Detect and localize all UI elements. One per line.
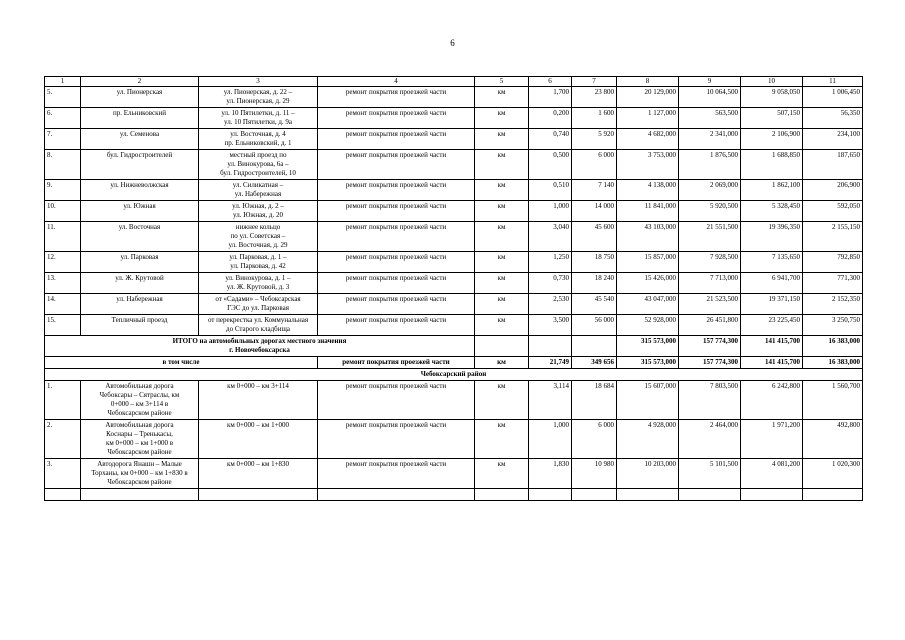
area: 6 000 — [572, 420, 617, 459]
length: 1,000 — [529, 420, 572, 459]
road-name: Тепличный проезд — [81, 315, 199, 336]
road-repair-table — [44, 76, 863, 501]
work-type: ремонт покрытия проезжей части — [318, 201, 475, 222]
total-cost: 4 928,000 — [617, 420, 679, 459]
row-number: 5. — [45, 87, 81, 108]
table-row — [45, 459, 863, 489]
column-number-row — [45, 77, 863, 87]
area: 349 656 — [572, 357, 617, 369]
empty-cell — [572, 336, 617, 357]
cost-col-10: 5 328,450 — [741, 201, 803, 222]
road-section: ул. Винокурова, д. 1 – ул. Ж. Крутовой, д. 3 — [199, 273, 318, 294]
road-name: ул. Набережная — [81, 294, 199, 315]
work-type: ремонт покрытия проезжей части — [318, 222, 475, 252]
empty-cell — [475, 336, 529, 357]
including-label: в том числе — [45, 357, 318, 369]
table-row — [45, 201, 863, 222]
road-name: пр. Ельниковский — [81, 108, 199, 129]
road-name: Автодорога Янашн – Малые Торханы, км 0+000 – км 1+830 в Чебоксарском районе — [81, 459, 199, 489]
total-cost: 15 857,000 — [617, 252, 679, 273]
road-section: от перекрестка ул. Коммунальная до Старого кладбища — [199, 315, 318, 336]
total-cost: 4 682,000 — [617, 129, 679, 150]
area: 18 684 — [572, 381, 617, 420]
length: 3,040 — [529, 222, 572, 252]
cost-col-9: 7 713,000 — [679, 273, 741, 294]
cost-col-10: 1 688,850 — [741, 150, 803, 180]
area: 56 000 — [572, 315, 617, 336]
col-num: 7 — [572, 77, 617, 87]
length: 2,530 — [529, 294, 572, 315]
total-cost: 15 607,000 — [617, 381, 679, 420]
cost-col-11: 16 383,000 — [803, 357, 863, 369]
area: 6 000 — [572, 150, 617, 180]
table-row — [45, 381, 863, 420]
road-section: от «Садами» – Чебоксарская ГЭС до ул. Парковая — [199, 294, 318, 315]
cost-col-10: 23 225,450 — [741, 315, 803, 336]
cost-col-11: 1 560,700 — [803, 381, 863, 420]
cost-col-10: 19 371,150 — [741, 294, 803, 315]
work-type: ремонт покрытия проезжей части — [318, 294, 475, 315]
cost-col-11: 3 250,750 — [803, 315, 863, 336]
empty-cell — [199, 489, 318, 501]
length: 0,500 — [529, 150, 572, 180]
cost-col-11: 2 152,350 — [803, 294, 863, 315]
area: 23 800 — [572, 87, 617, 108]
col-num: 9 — [679, 77, 741, 87]
unit: км — [475, 129, 529, 150]
length: 1,830 — [529, 459, 572, 489]
cost-col-9: 10 064,500 — [679, 87, 741, 108]
row-number: 9. — [45, 180, 81, 201]
col-num: 11 — [803, 77, 863, 87]
table-row — [45, 273, 863, 294]
work-type: ремонт покрытия проезжей части — [318, 150, 475, 180]
cost-col-11: 771,300 — [803, 273, 863, 294]
row-number: 2. — [45, 420, 81, 459]
area: 10 980 — [572, 459, 617, 489]
road-section: ул. Силикатная – ул. Набережная — [199, 180, 318, 201]
cost-col-11: 1 020,300 — [803, 459, 863, 489]
road-name: бул. Гидростроителей — [81, 150, 199, 180]
work-type: ремонт покрытия проезжей части — [318, 129, 475, 150]
table-row — [45, 129, 863, 150]
total-cost: 315 573,000 — [617, 336, 679, 357]
work-type: ремонт покрытия проезжей части — [318, 381, 475, 420]
total-cost: 20 129,000 — [617, 87, 679, 108]
col-num: 2 — [81, 77, 199, 87]
row-number: 8. — [45, 150, 81, 180]
cost-col-11: 187,650 — [803, 150, 863, 180]
cost-col-10: 141 415,700 — [741, 336, 803, 357]
table-row — [45, 315, 863, 336]
cost-col-9: 21 523,500 — [679, 294, 741, 315]
row-number: 6. — [45, 108, 81, 129]
unit: км — [475, 459, 529, 489]
table-row — [45, 420, 863, 459]
page-number: 6 — [450, 38, 455, 48]
row-number: 7. — [45, 129, 81, 150]
length: 21,749 — [529, 357, 572, 369]
cost-col-9: 157 774,300 — [679, 336, 741, 357]
district-title: Чебоксарский район — [45, 369, 863, 381]
road-name: ул. Южная — [81, 201, 199, 222]
cost-col-11: 792,850 — [803, 252, 863, 273]
including-row — [45, 357, 863, 369]
row-number: 15. — [45, 315, 81, 336]
cost-col-9: 7 928,500 — [679, 252, 741, 273]
road-section: ул. Южная, д. 2 – ул. Южная, д. 20 — [199, 201, 318, 222]
area: 45 540 — [572, 294, 617, 315]
empty-cell — [475, 489, 529, 501]
table-row — [45, 108, 863, 129]
empty-cell — [617, 489, 679, 501]
empty-cell — [679, 489, 741, 501]
road-section: км 0+000 – км 1+000 — [199, 420, 318, 459]
length: 1,250 — [529, 252, 572, 273]
total-cost: 4 138,000 — [617, 180, 679, 201]
cost-col-10: 4 081,200 — [741, 459, 803, 489]
length: 0,200 — [529, 108, 572, 129]
cost-col-11: 2 155,150 — [803, 222, 863, 252]
length: 0,730 — [529, 273, 572, 294]
row-number: 1. — [45, 381, 81, 420]
work-type: ремонт покрытия проезжей части — [318, 420, 475, 459]
empty-cell — [318, 489, 475, 501]
table-row — [45, 180, 863, 201]
total-cost: 43 103,000 — [617, 222, 679, 252]
road-section: местный проезд по ул. Винокурова, 6а – бул. Гидростроителей, 10 — [199, 150, 318, 180]
cost-col-11: 1 006,450 — [803, 87, 863, 108]
work-type: ремонт покрытия проезжей части — [318, 315, 475, 336]
total-cost: 3 753,000 — [617, 150, 679, 180]
work-type: ремонт покрытия проезжей части — [318, 273, 475, 294]
cost-col-11: 206,900 — [803, 180, 863, 201]
district-header-row — [45, 369, 863, 381]
empty-cell — [803, 489, 863, 501]
row-number: 14. — [45, 294, 81, 315]
area: 7 140 — [572, 180, 617, 201]
total-cost: 10 203,000 — [617, 459, 679, 489]
col-num: 8 — [617, 77, 679, 87]
col-num: 10 — [741, 77, 803, 87]
table-row — [45, 87, 863, 108]
road-name: ул. Нижневолжская — [81, 180, 199, 201]
total-cost: 1 127,000 — [617, 108, 679, 129]
row-number: 11. — [45, 222, 81, 252]
road-section: км 0+000 – км 1+830 — [199, 459, 318, 489]
empty-cell — [529, 336, 572, 357]
table-row — [45, 252, 863, 273]
col-num: 4 — [318, 77, 475, 87]
unit: км — [475, 273, 529, 294]
work-type: ремонт покрытия проезжей части — [318, 108, 475, 129]
area: 1 600 — [572, 108, 617, 129]
road-section: ул. 10 Пятилетки, д. 11 – ул. 10 Пятилетки, д. 9а — [199, 108, 318, 129]
cost-col-10: 6 242,800 — [741, 381, 803, 420]
road-name: Автомобильная дорога Чебоксары – Сятраслы, км 0+000 – км 3+114 в Чебоксарском районе — [81, 381, 199, 420]
empty-cell — [45, 489, 81, 501]
cost-col-10: 6 941,700 — [741, 273, 803, 294]
unit: км — [475, 381, 529, 420]
total-cost: 11 841,000 — [617, 201, 679, 222]
total-label: ИТОГО на автомобильных дорогах местного значения г. Новочебоксарска — [45, 336, 475, 357]
area: 14 000 — [572, 201, 617, 222]
cost-col-11: 234,100 — [803, 129, 863, 150]
length: 1,000 — [529, 201, 572, 222]
cost-col-9: 2 464,000 — [679, 420, 741, 459]
cost-col-10: 7 135,650 — [741, 252, 803, 273]
cost-col-10: 1 862,100 — [741, 180, 803, 201]
col-num: 1 — [45, 77, 81, 87]
cost-col-11: 56,350 — [803, 108, 863, 129]
total-cost: 43 047,000 — [617, 294, 679, 315]
cost-col-9: 21 551,500 — [679, 222, 741, 252]
total-row — [45, 336, 863, 357]
table-row — [45, 222, 863, 252]
blank-row — [45, 489, 863, 501]
unit: км — [475, 150, 529, 180]
row-number: 10. — [45, 201, 81, 222]
empty-cell — [741, 489, 803, 501]
length: 1,700 — [529, 87, 572, 108]
road-name: ул. Парковая — [81, 252, 199, 273]
total-cost: 315 573,000 — [617, 357, 679, 369]
total-cost: 15 426,000 — [617, 273, 679, 294]
work-type: ремонт покрытия проезжей части — [318, 357, 475, 369]
road-name: ул. Пионерская — [81, 87, 199, 108]
cost-col-10: 141 415,700 — [741, 357, 803, 369]
work-type: ремонт покрытия проезжей части — [318, 180, 475, 201]
table-row — [45, 150, 863, 180]
row-number: 3. — [45, 459, 81, 489]
col-num: 3 — [199, 77, 318, 87]
length: 3,500 — [529, 315, 572, 336]
cost-col-9: 5 101,500 — [679, 459, 741, 489]
cost-col-9: 157 774,300 — [679, 357, 741, 369]
cost-col-9: 2 341,000 — [679, 129, 741, 150]
work-type: ремонт покрытия проезжей части — [318, 252, 475, 273]
road-name: ул. Семенова — [81, 129, 199, 150]
unit: км — [475, 222, 529, 252]
area: 5 920 — [572, 129, 617, 150]
work-type: ремонт покрытия проезжей части — [318, 459, 475, 489]
area: 18 750 — [572, 252, 617, 273]
total-cost: 52 928,000 — [617, 315, 679, 336]
unit: км — [475, 420, 529, 459]
road-section: км 0+000 – км 3+114 — [199, 381, 318, 420]
empty-cell — [572, 489, 617, 501]
length: 0,740 — [529, 129, 572, 150]
cost-col-9: 2 069,000 — [679, 180, 741, 201]
area: 45 600 — [572, 222, 617, 252]
cost-col-10: 2 106,900 — [741, 129, 803, 150]
work-type: ремонт покрытия проезжей части — [318, 87, 475, 108]
empty-cell — [529, 489, 572, 501]
unit: км — [475, 87, 529, 108]
unit: км — [475, 315, 529, 336]
col-num: 5 — [475, 77, 529, 87]
unit: км — [475, 357, 529, 369]
table-row — [45, 294, 863, 315]
road-section: ул. Парковая, д. 1 – ул. Парковая, д. 42 — [199, 252, 318, 273]
col-num: 6 — [529, 77, 572, 87]
area: 18 240 — [572, 273, 617, 294]
cost-col-11: 492,800 — [803, 420, 863, 459]
unit: км — [475, 294, 529, 315]
cost-col-9: 5 920,500 — [679, 201, 741, 222]
road-section: нижнее кольцо по ул. Советская – ул. Восточная, д. 29 — [199, 222, 318, 252]
road-section: ул. Пионерская, д. 22 – ул. Пионерская, д. 29 — [199, 87, 318, 108]
road-name: ул. Ж. Крутовой — [81, 273, 199, 294]
row-number: 12. — [45, 252, 81, 273]
empty-cell — [81, 489, 199, 501]
row-number: 13. — [45, 273, 81, 294]
length: 0,510 — [529, 180, 572, 201]
road-name: Автомобильная дорога Коснары – Тренькасы, км 0+000 – км 1+000 в Чебоксарском районе — [81, 420, 199, 459]
cost-col-10: 19 396,350 — [741, 222, 803, 252]
cost-col-10: 507,150 — [741, 108, 803, 129]
road-name: ул. Восточная — [81, 222, 199, 252]
cost-col-9: 7 803,500 — [679, 381, 741, 420]
cost-col-9: 26 451,800 — [679, 315, 741, 336]
length: 3,114 — [529, 381, 572, 420]
cost-col-11: 16 383,000 — [803, 336, 863, 357]
unit: км — [475, 180, 529, 201]
cost-col-11: 592,050 — [803, 201, 863, 222]
road-section: ул. Восточная, д. 4 пр. Ельниковский, д. 1 — [199, 129, 318, 150]
unit: км — [475, 201, 529, 222]
cost-col-10: 1 971,200 — [741, 420, 803, 459]
unit: км — [475, 252, 529, 273]
unit: км — [475, 108, 529, 129]
cost-col-10: 9 058,050 — [741, 87, 803, 108]
cost-col-9: 1 876,500 — [679, 150, 741, 180]
cost-col-9: 563,500 — [679, 108, 741, 129]
